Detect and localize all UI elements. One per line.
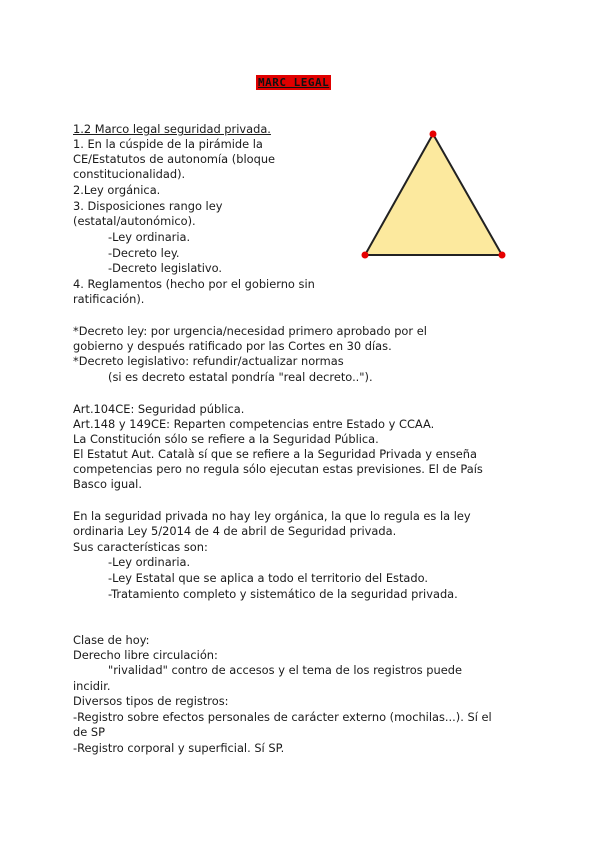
text-line: La Constitución sólo se refiere a la Seguridad Pública.: [73, 432, 379, 446]
text-line: *Decreto ley: por urgencia/necesidad primero aprobado por el: [73, 324, 427, 338]
vertex-right: [499, 252, 506, 259]
text-line: CE/Estatutos de autonomía (bloque: [73, 152, 276, 166]
text-line: -Decreto legislativo.: [108, 261, 223, 275]
text-line: -Decreto ley.: [108, 246, 180, 260]
text-line: competencias pero no regula sólo ejecutan estas previsiones. El de País: [73, 462, 483, 476]
vertex-left: [362, 252, 369, 259]
text-line: *Decreto legislativo: refundir/actualizar normas: [73, 354, 344, 368]
text-line: gobierno y después ratificado por las Cortes en 30 días.: [73, 339, 392, 353]
text-line: (estatal/autonómico).: [73, 214, 196, 228]
text-line: -Ley ordinaria.: [108, 555, 191, 569]
text-line: Basco igual.: [73, 477, 142, 491]
text-line: -Ley ordinaria.: [108, 230, 191, 244]
text-line: Diversos tipos de registros:: [73, 694, 229, 708]
text-line: Derecho libre circulación:: [73, 648, 218, 662]
text-line: 1. En la cúspide de la pirámide la: [73, 137, 263, 151]
text-line: (si es decreto estatal pondría "real decreto..").: [108, 370, 373, 384]
text-line: -Tratamiento completo y sistemático de la seguridad privada.: [108, 587, 458, 601]
text-line: Clase de hoy:: [73, 633, 150, 647]
text-line: En la seguridad privada no hay ley orgánica, la que lo regula es la ley: [73, 509, 471, 523]
text-line: El Estatut Aut. Català sí que se refiere a la Seguridad Privada y enseña: [73, 447, 478, 461]
text-line: Art.148 y 149CE: Reparten competencias entre Estado y CCAA.: [73, 417, 435, 431]
section-heading: 1.2 Marco legal seguridad privada.: [73, 122, 271, 136]
page-title: MARC LEGAL: [258, 76, 330, 89]
text-line: constitucionalidad).: [73, 167, 186, 181]
text-line: 3. Disposiciones rango ley: [73, 199, 223, 213]
text-line: incidir.: [73, 679, 111, 693]
pyramid-triangle: [365, 134, 502, 255]
text-line: -Registro sobre efectos personales de carácter externo (mochilas...). Sí el: [73, 710, 492, 724]
text-line: -Registro corporal y superficial. Sí SP.: [73, 741, 285, 755]
vertex-top: [430, 131, 437, 138]
text-line: Art.104CE: Seguridad pública.: [73, 402, 245, 416]
text-line: ratificación).: [73, 292, 145, 306]
text-line: ordinaria Ley 5/2014 de 4 de abril de Seguridad privada.: [73, 524, 397, 538]
text-line: Sus características son:: [73, 540, 208, 554]
text-line: 4. Reglamentos (hecho por el gobierno sin: [73, 277, 315, 291]
text-line: de SP: [73, 725, 105, 739]
text-line: -Ley Estatal que se aplica a todo el territorio del Estado.: [108, 571, 429, 585]
text-line: "rivalidad" contro de accesos y el tema de los registros puede: [108, 663, 462, 677]
text-line: 2.Ley orgánica.: [73, 183, 161, 197]
